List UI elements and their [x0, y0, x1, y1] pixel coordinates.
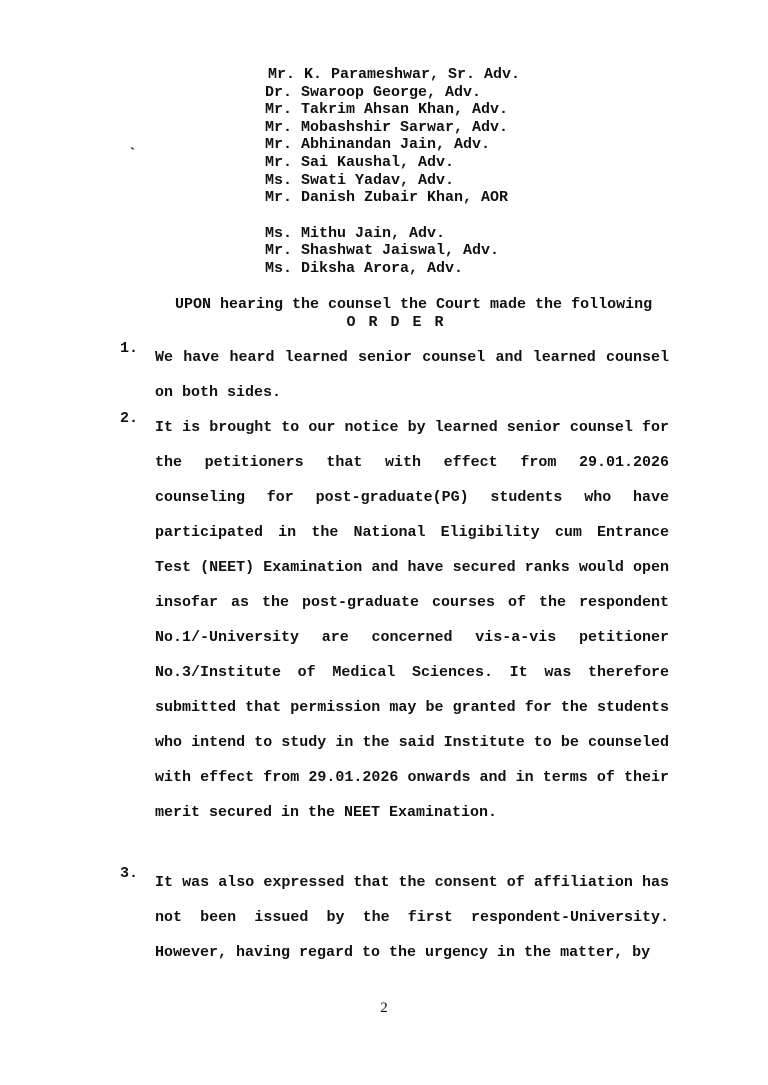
- counsel-entry: Ms. Diksha Arora, Adv.: [265, 259, 464, 277]
- counsel-entry: Mr. Danish Zubair Khan, AOR: [265, 189, 509, 207]
- paragraph-number: 1.: [120, 340, 139, 357]
- counsel-entry: Ms. Mithu Jain, Adv.: [265, 224, 446, 242]
- paragraph-number: 2.: [120, 410, 139, 427]
- counsel-entry: Mr. Sai Kaushal, Adv.: [265, 153, 455, 171]
- counsel-entry: Mr. Takrim Ahsan Khan, Adv.: [265, 101, 509, 119]
- intro-line: UPON hearing the counsel the Court made the following: [175, 296, 653, 313]
- counsel-entry: Mr. K. Parameshwar, Sr. Adv.: [268, 66, 521, 83]
- order-paragraph-3: [120, 865, 669, 970]
- counsel-list: [265, 66, 520, 278]
- stray-mark: `: [128, 146, 138, 163]
- paragraph-text: We have heard learned senior counsel and learned counsel on both sides.: [155, 349, 669, 401]
- counsel-entry: Mr. Shashwat Jaiswal, Adv.: [265, 242, 500, 260]
- order-paragraph-1: [120, 340, 669, 410]
- page-number: 2: [380, 1000, 388, 1016]
- paragraph-text: It was also expressed that the consent of affiliation has not been issued by the first respondent-University. However, having regard to the urgency in the matter, by: [155, 874, 669, 961]
- order-heading: O R D E R: [346, 314, 446, 331]
- order-paragraph-2: [120, 410, 669, 830]
- paragraph-text: It is brought to our notice by learned senior counsel for the petitioners that with effect from 29.01.2026 counseling for post-graduate(PG) students who have participated in the National Eligibility cum Entrance Test (NEET) Examination and have secured ranks would open insofar as the post-graduate courses of the respondent No.1/-University are concerned vis-a-vis petitioner No.3/Institute of Medical Sciences. It was therefore submitted that permission may be granted for the students who intend to study in the said Institute to be counseled with effect from 29.01.2026 onwards and in terms of their merit secured in the NEET Examination.: [155, 419, 669, 821]
- counsel-gap: [265, 207, 520, 225]
- paragraph-number: 3.: [120, 865, 139, 882]
- counsel-entry: Mr. Abhinandan Jain, Adv.: [265, 136, 491, 154]
- counsel-entry: Ms. Swati Yadav, Adv.: [265, 171, 455, 189]
- counsel-entry: Mr. Mobashshir Sarwar, Adv.: [265, 118, 509, 136]
- counsel-entry: Dr. Swaroop George, Adv.: [265, 83, 482, 101]
